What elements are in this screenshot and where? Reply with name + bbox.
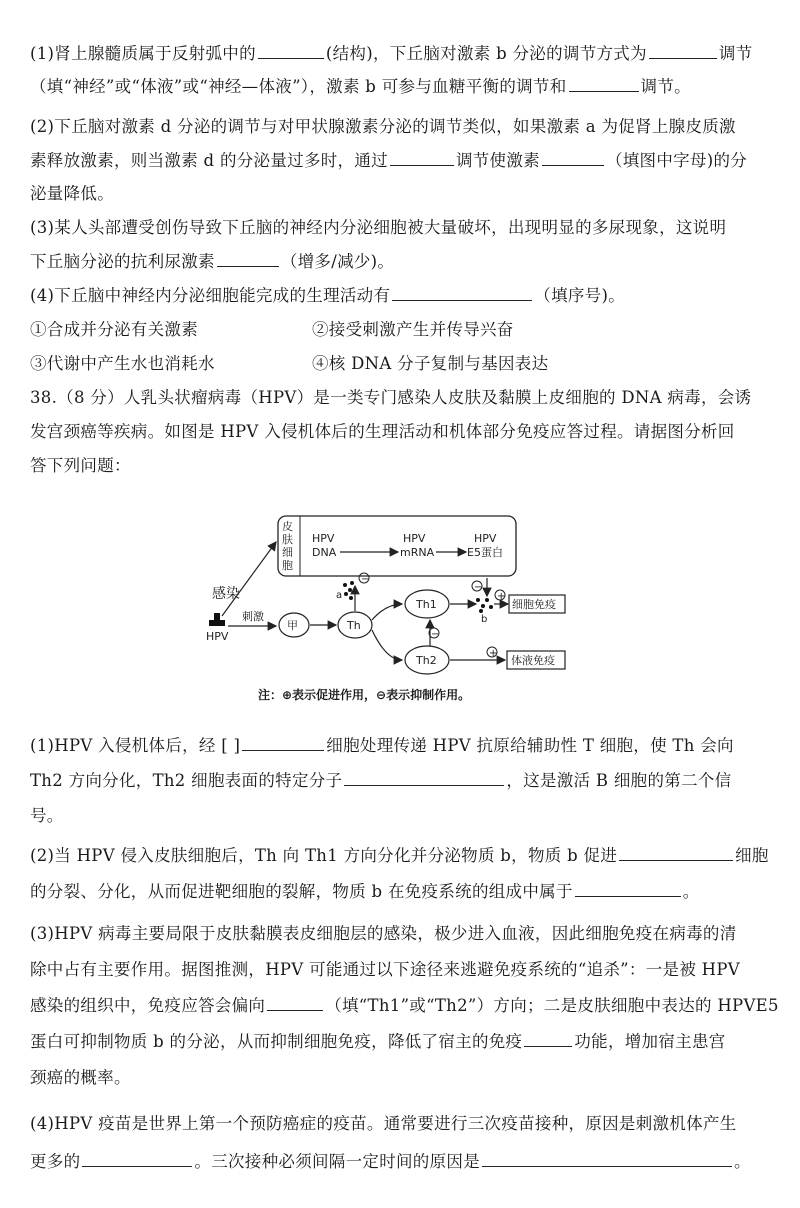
hpv-immune-diagram [190,512,600,697]
hpv-dna-label-1: HPV [312,532,335,545]
th-to-th1-arrow [372,604,402,620]
q37-part3-line2: 下丘脑分泌的抗利尿激素 （增多/减少)。 [30,252,395,271]
q37-part2-line2: 素释放激素，则当激素 d 的分泌量过多时，通过 调节使激素 （填图中字母)的分 [30,151,748,170]
answer-blank[interactable] [217,265,279,267]
q38-part1-line1: (1)HPV 入侵机体后，经 [ ] 细胞处理传递 HPV 抗原给辅助性 T 细胞，使 Th 会向 [30,736,734,755]
hpv-mrna-label-1: HPV [403,532,426,545]
hpv-label: HPV [206,630,229,643]
cell-jia-label: 甲 [287,619,298,632]
promote-sign-b-text: + [497,591,506,602]
answer-blank[interactable] [482,1165,732,1167]
q38-part1-line3: 号。 [30,806,64,825]
q38-intro-line2: 发宫颈癌等疾病。如图是 HPV 入侵机体后的生理活动和机体部分免疫应答过程。请据图分析回 [30,422,735,441]
q37-part2-line1: (2)下丘脑对激素 d 分泌的调节与对甲状腺激素分泌的调节类似，如果激素 a 为促肾上腺皮质激 [30,117,736,136]
q38-part3-line3: 感染的组织中，免疫应答会偏向 （填“Th1”或“Th2”）方向；二是皮肤细胞中表达的 HPVE5 [30,996,779,1015]
answer-blank[interactable] [82,1165,192,1167]
th-to-th2-arrow [372,630,402,660]
inhibit-sign-a-text: − [361,574,370,585]
q38-part4-line1: (4)HPV 疫苗是世界上第一个预防癌症的疫苗。通常要进行三次疫苗接种，原因是刺激机体产生 [30,1114,737,1133]
q38-intro-line3: 答下列问题： [30,456,131,475]
q38-intro-line1: 38.（8 分）人乳头状瘤病毒（HPV）是一类专门感染人皮肤及黏膜上皮细胞的 DNA 病毒，会诱 [30,388,752,407]
q38-part4-line2: 更多的 。三次接种必须间隔一定时间的原因是 。 [30,1152,751,1171]
q38-part1-line2: Th2 方向分化，Th2 细胞表面的特定分子 ，这是激活 B 细胞的第二个信 [30,771,732,790]
infection-label: 感染 [212,586,240,602]
q37-part1-line2: （填“神经”或“体液”或“神经—体液”），激素 b 可参与血糖平衡的调节和 调节。 [30,77,691,96]
q37-part3-line1: (3)某人头部遭受创伤导致下丘脑的神经内分泌细胞被大量破坏，出现明显的多尿现象，这说明 [30,218,727,237]
skin-cell-label-1: 皮 [282,520,293,533]
q38-part3-line2: 除中占有主要作用。据图推测，HPV 可能通过以下途径来逃避免疫系统的“追杀”：一是被 HPV [30,960,740,979]
cell-th1-label: Th1 [416,598,437,611]
q37-option-3: ③代谢中产生水也消耗水 [30,354,215,373]
answer-blank[interactable] [390,164,454,166]
cellular-immunity-label: 细胞免疫 [512,598,556,611]
q37-option-2: ②接受刺激产生并传导兴奋 [312,320,514,339]
q38-part3-line1: (3)HPV 病毒主要局限于皮肤黏膜表皮细胞层的感染，极少进入血液，因此细胞免疫在病毒的清 [30,924,737,943]
stimulus-label: 刺激 [242,610,264,623]
q38-part3-line4: 蛋白可抑制物质 b 的分泌，从而抑制细胞免疫，降低了宿主的免疫 功能，增加宿主患宫 [30,1032,726,1051]
q37-part4-line1: (4)下丘脑中神经内分泌细胞能完成的生理活动有 （填序号)。 [30,286,626,305]
answer-blank[interactable] [619,859,733,861]
q38-part3-line5: 颈癌的概率。 [30,1068,131,1087]
diagram-note: 注：⊕表示促进作用，⊖表示抑制作用。 [258,688,471,702]
q37-option-1: ①合成并分泌有关激素 [30,320,198,339]
hpv-dna-label-2: DNA [312,546,337,559]
answer-blank[interactable] [649,57,717,59]
hpv-mrna-label-2: mRNA [400,546,435,559]
q38-part2-line1: (2)当 HPV 侵入皮肤细胞后，Th 向 Th1 方向分化并分泌物质 b，物质 b 促进 细胞 [30,846,769,865]
inhibit-sign-e5-text: − [474,582,483,593]
answer-blank[interactable] [258,57,324,59]
substance-b-label: b [481,614,488,625]
answer-blank[interactable] [344,784,504,786]
answer-blank[interactable] [392,299,532,301]
promote-sign-th2-text: + [489,648,498,659]
answer-blank[interactable] [267,1009,323,1011]
q37-option-4: ④核 DNA 分子复制与基因表达 [312,354,549,373]
answer-blank[interactable] [575,895,681,897]
inhibit-sign-th2-text: − [431,629,440,640]
q37-part2-line3: 泌量降低。 [30,184,114,203]
humoral-immunity-label: 体液免疫 [511,654,555,667]
substance-a-label: a [336,590,343,601]
skin-cell-label-3: 细 [282,546,293,559]
answer-blank[interactable] [524,1045,572,1047]
hpv-e5-label-1: HPV [474,532,497,545]
answer-blank[interactable] [569,90,639,92]
cell-th2-label: Th2 [416,654,437,667]
infection-arrow [222,542,276,616]
hpv-e5-label-2: E5蛋白 [467,546,503,559]
answer-blank[interactable] [242,749,324,751]
q38-part2-line2: 的分裂、分化，从而促进靶细胞的裂解，物质 b 在免疫系统的组成中属于 。 [30,882,700,901]
answer-blank[interactable] [542,164,604,166]
q37-part1-line1: (1)肾上腺髓质属于反射弧中的 (结构)，下丘脑对激素 b 分泌的调节方式为 调节 [30,44,753,63]
skin-cell-label-4: 胞 [282,559,293,572]
skin-cell-label-2: 肤 [282,533,293,546]
cell-th-label: Th [347,619,361,632]
